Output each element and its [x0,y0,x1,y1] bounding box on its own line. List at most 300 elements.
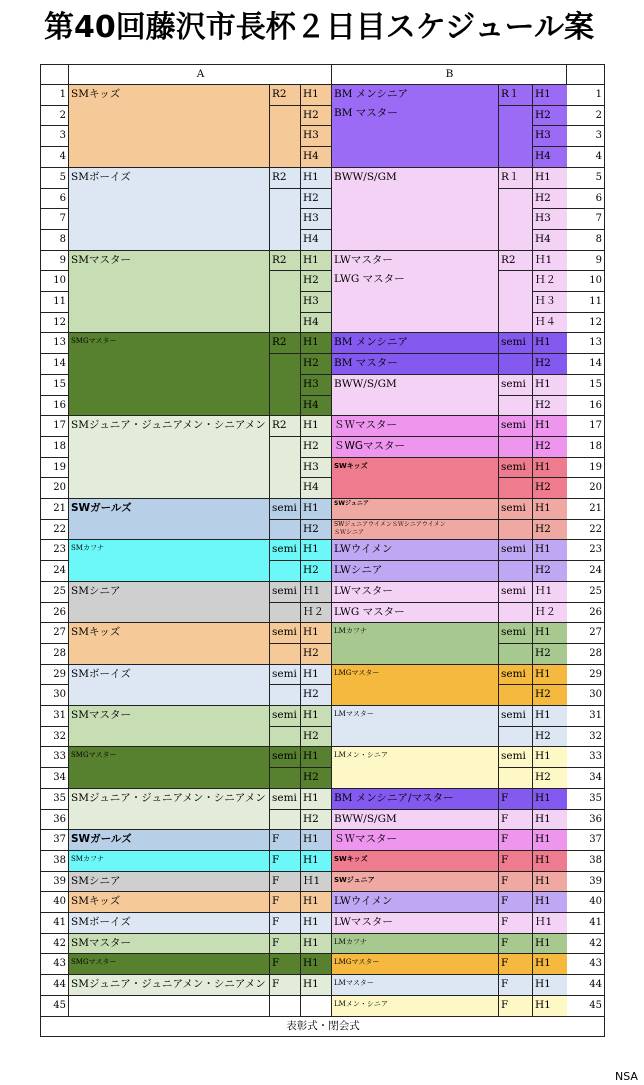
heat-b: H1 [532,167,567,189]
round-b [498,270,533,333]
event-a: SMジュニア・ジュニアメン・シニアメン [68,974,270,996]
round-a [269,188,301,251]
heat-a: H3 [300,457,332,479]
row-number-left: 44 [40,974,69,996]
row-number-right: 42 [566,933,605,955]
heat-a: Ｈ1 [300,581,332,603]
row-number-right: 10 [566,270,605,292]
event-b-line: BWW/S/GM [334,812,397,825]
row-number-left: 37 [40,829,69,851]
round-b: F [498,912,533,934]
event-b-line: SWキッズ [334,854,368,863]
row-number-right: 11 [566,291,605,313]
row-number-right: 18 [566,436,605,458]
row-number-left: 30 [40,684,69,706]
row-number-left: 13 [40,332,69,354]
event-b [331,167,499,251]
row-number-left: 34 [40,767,69,789]
heat-a: H1 [300,974,332,996]
row-number-right: 21 [566,498,605,520]
round-a: F [269,829,301,851]
heat-a: H4 [300,477,332,499]
row-number-right: 25 [566,581,605,603]
round-a [269,353,301,416]
event-a: SMカフナ [68,850,270,872]
event-a: SMカフナ [68,539,270,581]
round-b: semi [498,622,533,644]
heat-a: H1 [300,953,332,975]
heat-a: H2 [300,436,332,458]
heat-a: H4 [300,312,332,334]
round-a [269,436,301,499]
row-number-left: 1 [40,84,69,106]
row-number-right: 33 [566,746,605,768]
row-number-left: 7 [40,208,69,230]
event-b [331,871,499,893]
heat-b: H1 [532,829,567,851]
round-b [498,188,533,251]
event-b-line: LWマスター [334,253,393,266]
heat-b: H1 [532,498,567,520]
event-a: SMマスター [68,705,270,747]
row-number-left: 14 [40,353,69,375]
heat-b: H2 [532,436,567,458]
heat-a: H2 [300,809,332,831]
round-a: semi [269,705,301,727]
event-b [331,622,499,664]
heat-b: H1 [532,705,567,727]
event-b-line: BM メンシニア [334,88,409,100]
row-number-left: 10 [40,270,69,292]
round-b: F [498,829,533,851]
round-b: F [498,974,533,996]
row-number-right: 3 [566,125,605,147]
event-b-line: LMメン・シニア [334,751,388,760]
event-b-line: LMマスター [334,979,374,988]
row-number-left: 32 [40,726,69,748]
heat-b: H2 [532,188,567,210]
row-number-left: 38 [40,850,69,872]
heat-a: H2 [300,726,332,748]
heat-b: H3 [532,208,567,230]
event-b [331,850,499,872]
row-number-left: 2 [40,105,69,127]
row-number-right: 13 [566,332,605,354]
heat-b: Ｈ２ [532,602,567,624]
event-b-line: BM メンシニア [334,336,409,349]
event-b [331,664,499,706]
event-b [331,995,499,1017]
heat-b: Ｈ４ [532,312,567,334]
heat-b: H2 [532,643,567,665]
round-a: semi [269,539,301,561]
heat-b: H1 [532,622,567,644]
event-b-line: LMGマスター [334,958,380,967]
event-b-line: BM メンシニア/マスター [334,791,454,804]
row-number-left: 42 [40,933,69,955]
round-b: R１ [498,84,533,106]
row-number-left: 27 [40,622,69,644]
event-b [331,581,499,603]
heat-b: H1 [532,332,567,354]
heat-a: H2 [300,560,332,582]
heat-b: H2 [532,684,567,706]
row-number-left: 19 [40,457,69,479]
heat-b: H1 [532,974,567,996]
round-b [498,395,533,417]
row-number-right: 35 [566,788,605,810]
event-b-line: ＳＷシニア [334,528,365,536]
heat-a: H2 [300,270,332,292]
event-a: SWガールズ [68,829,270,851]
event-a: SMジュニア・ジュニアメン・シニアメン [68,788,270,830]
header-a: A [68,64,332,85]
row-number-left: 16 [40,395,69,417]
heat-a: H2 [300,105,332,127]
footer-mark: NSA [615,1070,638,1083]
row-number-left: 31 [40,705,69,727]
row-number-left: 25 [40,581,69,603]
row-number-right: 45 [566,995,605,1017]
round-a [269,726,301,748]
row-number-right: 17 [566,415,605,437]
event-a: SMジュニア・ジュニアメン・シニアメン [68,415,270,499]
row-number-right: 19 [566,457,605,479]
row-number-right: 34 [566,767,605,789]
row-number-right: 15 [566,374,605,396]
row-number-right: 39 [566,871,605,893]
row-number-left: 29 [40,664,69,686]
round-a [269,767,301,789]
row-number-left: 4 [40,146,69,168]
event-b [331,953,499,975]
round-b [498,353,533,375]
event-a: SMキッズ [68,891,270,913]
round-a: F [269,912,301,934]
event-b [331,974,499,996]
event-b [331,374,499,416]
event-b [331,436,499,458]
heat-b: H1 [532,933,567,955]
round-b [498,602,533,624]
row-number-right: 9 [566,250,605,272]
round-a [269,995,301,1017]
heat-a: H2 [300,519,332,541]
event-b-line: BM マスター [334,357,398,370]
event-b-line: LWウイメン [334,895,393,908]
row-number-right: 43 [566,953,605,975]
round-a [269,105,301,168]
event-b [331,746,499,788]
round-a [269,643,301,665]
event-b-line: LWマスター [334,584,393,597]
row-number-left: 22 [40,519,69,541]
row-number-left: 17 [40,415,69,437]
round-a: R2 [269,84,301,106]
header-blank-left [40,64,69,85]
round-a: F [269,891,301,913]
heat-a: Ｈ２ [300,602,332,624]
event-b-line: LMマスター [334,710,374,718]
heat-b: H2 [532,353,567,375]
row-number-left: 8 [40,229,69,251]
round-b: semi [498,664,533,686]
event-a: SMボーイズ [68,167,270,251]
row-number-left: 12 [40,312,69,334]
heat-a: H1 [300,250,332,272]
event-b-line: SWジュニア [334,875,375,884]
row-number-left: 36 [40,809,69,831]
row-number-right: 27 [566,622,605,644]
event-b [331,829,499,851]
row-number-right: 37 [566,829,605,851]
row-number-left: 26 [40,602,69,624]
round-a: F [269,850,301,872]
round-b: semi [498,581,533,603]
closing-ceremony: 表彰式・閉会式 [40,1016,605,1038]
row-number-left: 15 [40,374,69,396]
heat-a: H1 [300,539,332,561]
round-b [498,767,533,789]
row-number-right: 41 [566,912,605,934]
heat-b: H1 [532,746,567,768]
heat-b: H2 [532,560,567,582]
event-b [331,560,499,582]
page-title: 第40回藤沢市長杯２日目スケジュール案 [44,10,594,45]
heat-b: H1 [532,871,567,893]
row-number-right: 20 [566,477,605,499]
row-number-right: 36 [566,809,605,831]
event-b [331,539,499,561]
round-b: semi [498,332,533,354]
event-b [331,457,499,499]
row-number-left: 11 [40,291,69,313]
round-a [269,602,301,624]
round-a [269,560,301,582]
event-b-line: LWG マスター [334,605,405,618]
heat-a: H1 [300,933,332,955]
round-b: semi [498,746,533,768]
row-number-right: 16 [566,395,605,417]
heat-a: H1 [300,622,332,644]
round-b: F [498,850,533,872]
heat-b: H4 [532,146,567,168]
heat-a: H1 [300,84,332,106]
heat-b: H1 [532,457,567,479]
round-a [269,270,301,333]
round-b: semi [498,539,533,561]
round-b: F [498,788,533,810]
event-b [331,332,499,354]
round-b: semi [498,705,533,727]
event-b [331,415,499,437]
row-number-left: 35 [40,788,69,810]
heat-a: H1 [300,912,332,934]
event-b-line: LMメン・シニア [334,999,388,1008]
heat-a: H1 [300,415,332,437]
event-b-line: LWマスター [334,916,393,928]
heat-a: H1 [300,788,332,810]
round-a: F [269,933,301,955]
round-a: R2 [269,250,301,272]
heat-a: H3 [300,125,332,147]
event-b-line: LMカフナ [334,937,367,946]
event-a: SMマスター [68,250,270,334]
heat-b: H1 [532,809,567,831]
round-a: F [269,953,301,975]
event-b-line: LWシニア [334,564,383,577]
heat-b: H1 [532,374,567,396]
round-a [269,519,301,541]
heat-b: H1 [532,850,567,872]
event-b-line: BM マスター [334,107,398,119]
event-b-line: SWジュニア [334,500,369,507]
round-b [498,105,533,168]
row-number-right: 23 [566,539,605,561]
row-number-right: 2 [566,105,605,127]
row-number-right: 32 [566,726,605,748]
heat-a: H1 [300,332,332,354]
heat-a: H1 [300,167,332,189]
row-number-right: 7 [566,208,605,230]
heat-b: H3 [532,125,567,147]
round-a: semi [269,788,301,810]
heat-b: H4 [532,229,567,251]
round-a: R2 [269,415,301,437]
event-a: SMキッズ [68,84,270,168]
event-b-line: SWジュニアウイメンＳＷシニアウイメン [334,520,446,528]
round-b [498,436,533,458]
row-number-left: 40 [40,891,69,913]
round-a: semi [269,746,301,768]
round-a: semi [269,664,301,686]
event-b-line: LWG マスター [334,272,405,285]
row-number-left: 18 [40,436,69,458]
heat-b: H2 [532,105,567,127]
heat-b: H1 [532,664,567,686]
round-b: F [498,953,533,975]
round-b: semi [498,457,533,479]
round-b [498,560,533,582]
row-number-left: 33 [40,746,69,768]
round-a: semi [269,498,301,520]
header-b: B [331,64,567,85]
row-number-right: 30 [566,684,605,706]
round-b [498,643,533,665]
event-b-line: LMGマスター [334,668,380,677]
round-b: semi [498,415,533,437]
heat-a: H4 [300,146,332,168]
heat-a: Ｈ1 [300,871,332,893]
heat-a: H3 [300,291,332,313]
event-a: SWガールズ [68,498,270,540]
row-number-right: 8 [566,229,605,251]
event-b-line: ＳＷマスター [334,419,397,432]
row-number-right: 4 [566,146,605,168]
heat-b: Ｈ1 [532,912,567,934]
row-number-left: 45 [40,995,69,1017]
row-number-right: 29 [566,664,605,686]
row-number-right: 28 [566,643,605,665]
event-b [331,602,499,624]
row-number-left: 23 [40,539,69,561]
event-b [331,519,499,541]
event-b [331,912,499,934]
event-b-line: BWW/S/GM [334,377,397,390]
round-b: F [498,933,533,955]
round-b [498,726,533,748]
heat-b: Ｈ２ [532,270,567,292]
heat-a: H2 [300,684,332,706]
heat-a: H3 [300,374,332,396]
event-b [331,353,499,375]
row-number-left: 24 [40,560,69,582]
heat-b: H1 [532,539,567,561]
round-a [269,809,301,831]
heat-a: H1 [300,746,332,768]
event-b-line: LWウイメン [334,543,393,556]
event-a [68,995,270,1017]
row-number-left: 28 [40,643,69,665]
event-b-line: ＳWGマスター [334,439,406,452]
event-a: SMシニア [68,871,270,893]
heat-b: Ｈ３ [532,291,567,313]
event-b [331,84,499,168]
heat-b: Ｈ1 [532,581,567,603]
row-number-right: 40 [566,891,605,913]
row-number-left: 39 [40,871,69,893]
event-a: SMGマスター [68,746,270,788]
event-a: SMGマスター [68,332,270,416]
round-b: R2 [498,250,533,272]
row-number-left: 5 [40,167,69,189]
row-number-right: 14 [566,353,605,375]
heat-b: H2 [532,519,567,541]
row-number-right: 38 [566,850,605,872]
round-b: semi [498,498,533,520]
header-blank-right [566,64,605,85]
event-b-line: BWW/S/GM [334,170,397,183]
heat-a: H3 [300,208,332,230]
heat-b: H1 [532,788,567,810]
round-a: semi [269,581,301,603]
row-number-right: 22 [566,519,605,541]
event-b [331,250,499,334]
round-a: R2 [269,167,301,189]
heat-b: H2 [532,395,567,417]
row-number-right: 12 [566,312,605,334]
event-b-line: LMカフナ [334,627,367,636]
heat-a: H1 [300,705,332,727]
round-a: F [269,974,301,996]
event-a: SMボーイズ [68,912,270,934]
heat-b: H2 [532,726,567,748]
event-b [331,809,499,831]
row-number-left: 6 [40,188,69,210]
row-number-right: 31 [566,705,605,727]
heat-b: Ｈ1 [532,250,567,272]
round-b [498,519,533,541]
round-a: semi [269,622,301,644]
row-number-left: 43 [40,953,69,975]
event-b [331,788,499,810]
round-b [498,684,533,706]
heat-a: H2 [300,188,332,210]
heat-a: H4 [300,229,332,251]
round-a: R2 [269,332,301,354]
row-number-right: 5 [566,167,605,189]
row-number-left: 9 [40,250,69,272]
